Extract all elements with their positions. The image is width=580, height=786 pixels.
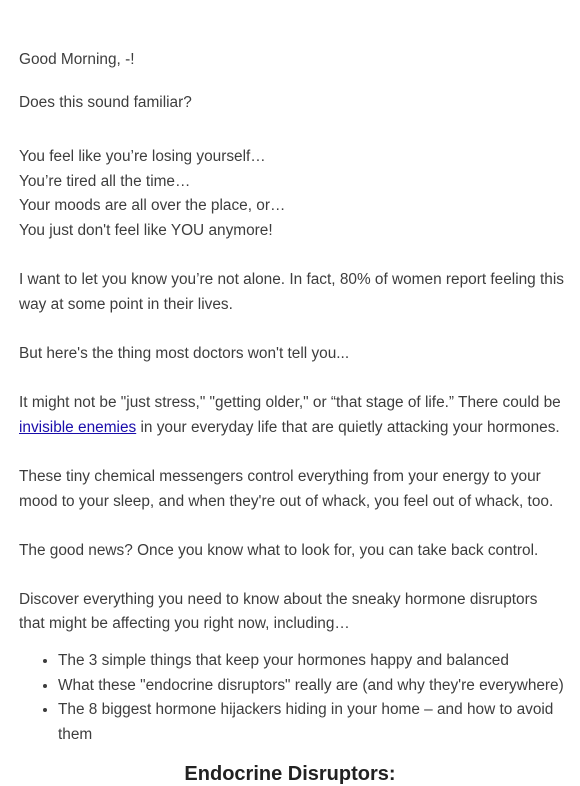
- stress-text-after: in your everyday life that are quietly attacking your hormones.: [136, 418, 560, 436]
- invisible-enemies-link[interactable]: invisible enemies: [19, 418, 137, 436]
- not-alone-paragraph: I want to let you know you’re not alone. In fact, 80% of women report feeling this way at some point in their lives.: [19, 271, 564, 313]
- list-item: • What these "endocrine disruptors" really are (and why they're everywhere): [58, 674, 564, 699]
- list-item: • The 8 biggest hormone hijackers hiding in your home – and how to avoid them: [58, 698, 564, 747]
- symptom-line: You feel like you’re losing yourself…: [19, 148, 266, 166]
- symptom-line: You just don't feel like YOU anymore!: [19, 221, 273, 239]
- doctors-paragraph: But here's the thing most doctors won't tell you...: [19, 344, 350, 362]
- symptom-line: You’re tired all the time…: [19, 172, 191, 190]
- section-heading: Endocrine Disruptors:: [184, 763, 396, 785]
- list-item: • The 3 simple things that keep your hormones happy and balanced: [58, 649, 564, 674]
- symptom-line: Your moods are all over the place, or…: [19, 197, 286, 215]
- symptoms-paragraph: [19, 145, 564, 243]
- good-news-paragraph: The good news? Once you know what to look for, you can take back control.: [19, 541, 539, 559]
- greeting-text: Good Morning, -!: [19, 51, 135, 68]
- stress-text-before: It might not be "just stress," "getting older," or “that stage of life.” There could be: [19, 394, 561, 412]
- stress-paragraph: [19, 391, 564, 440]
- question-text: Does this sound familiar?: [19, 93, 192, 111]
- email-body: [19, 48, 564, 747]
- messengers-paragraph: These tiny chemical messengers control everything from your energy to your mood to your sleep, and when they're out of whack, you feel out of whack, too.: [19, 467, 554, 510]
- benefits-list: [19, 649, 564, 747]
- discover-paragraph: Discover everything you need to know about the sneaky hormone disruptors that might be affecting you right now, including…: [19, 590, 538, 633]
